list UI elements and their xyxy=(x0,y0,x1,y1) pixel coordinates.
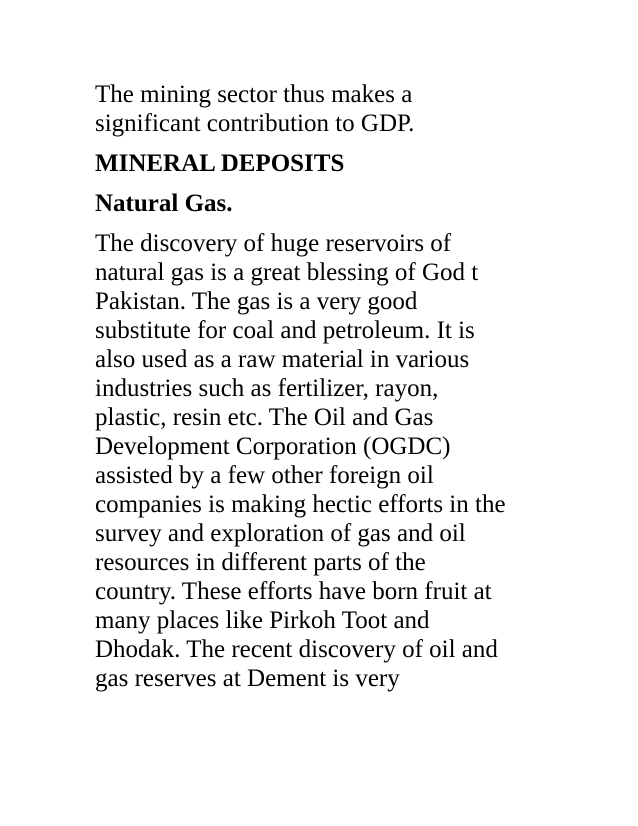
intro-paragraph xyxy=(95,80,625,138)
text-line: natural gas is a great blessing of God t xyxy=(95,259,479,286)
text-line: gas reserves at Dement is very xyxy=(95,665,400,692)
subsection-heading: Natural Gas. xyxy=(95,190,233,217)
text-line: Pakistan. The gas is a very good xyxy=(95,288,418,315)
text-line: survey and exploration of gas and oil xyxy=(95,520,466,547)
section-heading: MINERAL DEPOSITS xyxy=(95,150,345,177)
text-line: assisted by a few other foreign oil xyxy=(95,462,434,489)
text-line: plastic, resin etc. The Oil and Gas xyxy=(95,404,434,431)
text-line: industries such as fertilizer, rayon, xyxy=(95,375,439,402)
text-line: Dhodak. The recent discovery of oil and xyxy=(95,636,498,663)
text-line: also used as a raw material in various xyxy=(95,346,470,373)
text-line: The mining sector thus makes a xyxy=(95,81,413,108)
text-line: resources in different parts of the xyxy=(95,549,426,576)
text-line: many places like Pirkoh Toot and xyxy=(95,607,430,634)
text-line: The discovery of huge reservoirs of xyxy=(95,230,452,257)
text-line: significant contribution to GDP. xyxy=(95,110,415,137)
document-page xyxy=(95,80,625,704)
text-line: companies is making hectic efforts in the xyxy=(95,491,506,518)
text-line: substitute for coal and petroleum. It is xyxy=(95,317,475,344)
body-paragraph xyxy=(95,229,625,693)
text-line: country. These efforts have born fruit at xyxy=(95,578,492,605)
text-line: Development Corporation (OGDC) xyxy=(95,433,451,460)
